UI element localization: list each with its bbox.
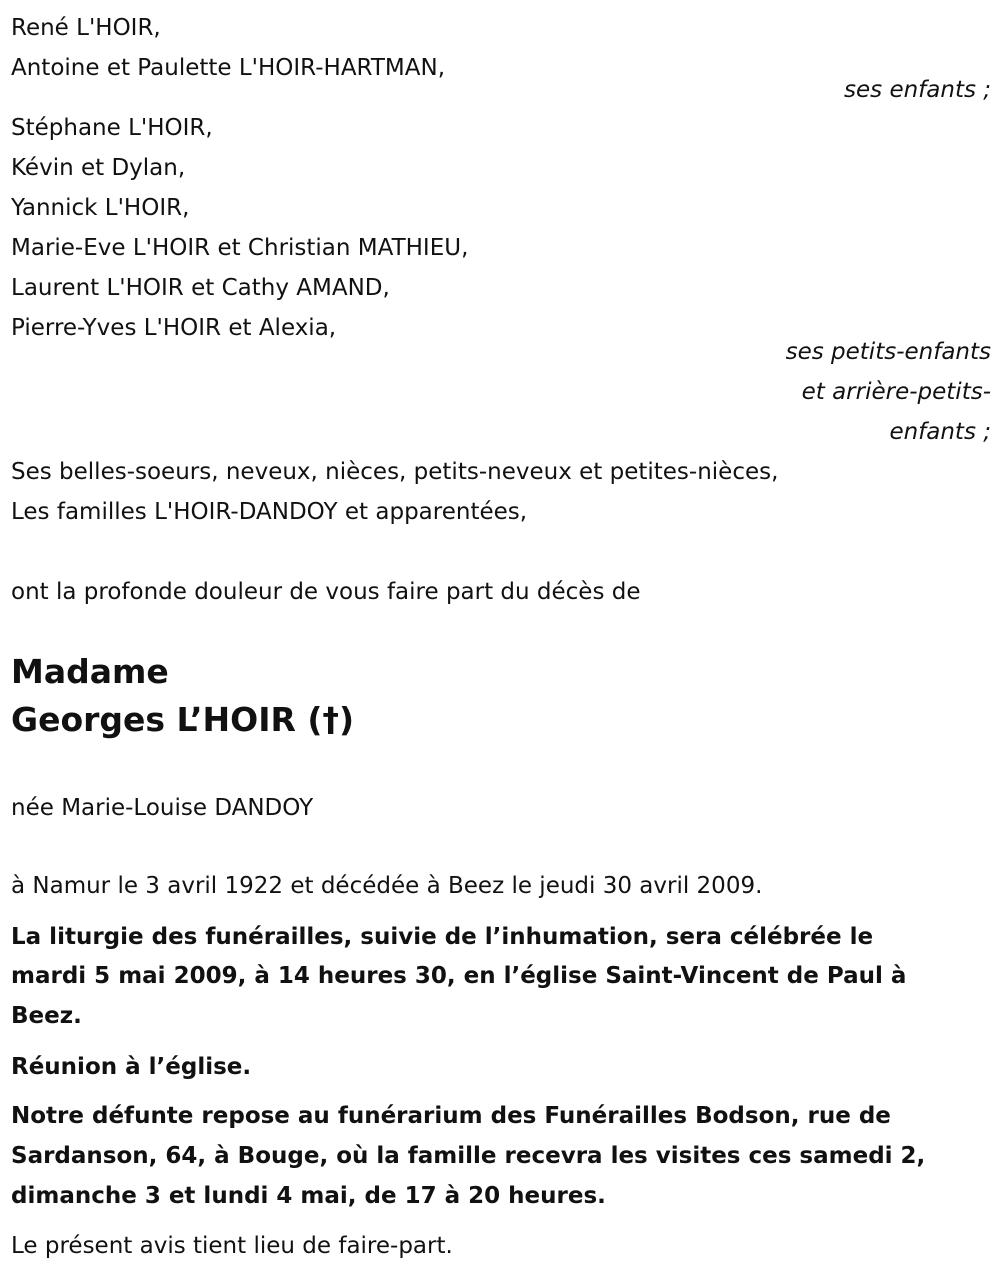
grandchild-line: Kévin et Dylan, [11,155,186,181]
visits-line: Notre défunte repose au funérarium des Funérailles Bodson, rue de [11,1103,891,1129]
child-line: René L'HOIR, [11,15,161,41]
visits-line: Sardanson, 64, à Bouge, où la famille recevra les visites ces samedi 2, [11,1143,926,1169]
born-name: née Marie-Louise DANDOY [11,795,314,821]
grandchild-line: Stéphane L'HOIR, [11,115,213,141]
grandchild-line: Marie-Eve L'HOIR et Christian MATHIEU, [11,235,469,261]
liturgy-line: La liturgie des funérailles, suivie de l’inhumation, sera célébrée le [11,924,874,950]
children-label: ses enfants ; [844,77,991,103]
announcement: ont la profonde douleur de vous faire part du décès de [11,579,641,605]
grandchildren-label: ses petits-enfants [785,339,991,365]
meeting: Réunion à l’église. [11,1054,252,1080]
dates: à Namur le 3 avril 1922 et décédée à Beez le jeudi 30 avril 2009. [11,873,763,899]
closing: Le présent avis tient lieu de faire-part. [11,1233,453,1259]
others-line: Les familles L'HOIR-DANDOY et apparentées, [11,499,528,525]
liturgy-line: mardi 5 mai 2009, à 14 heures 30, en l’église Saint-Vincent de Paul à [11,963,907,989]
liturgy-line: Beez. [11,1003,82,1029]
visits-line: dimanche 3 et lundi 4 mai, de 17 à 20 heures. [11,1183,606,1209]
grandchild-line: Yannick L'HOIR, [11,195,190,221]
child-line: Antoine et Paulette L'HOIR-HARTMAN, [11,55,446,81]
grandchildren-label: enfants ; [889,419,991,445]
deceased-title: Madame [11,652,169,691]
others-line: Ses belles-soeurs, neveux, nièces, petits-neveux et petites-nièces, [11,459,779,485]
grandchildren-label: et arrière-petits- [801,379,991,405]
grandchild-line: Laurent L'HOIR et Cathy AMAND, [11,275,390,301]
grandchild-line: Pierre-Yves L'HOIR et Alexia, [11,315,337,341]
deceased-name: Georges L’HOIR (†) [11,700,355,739]
